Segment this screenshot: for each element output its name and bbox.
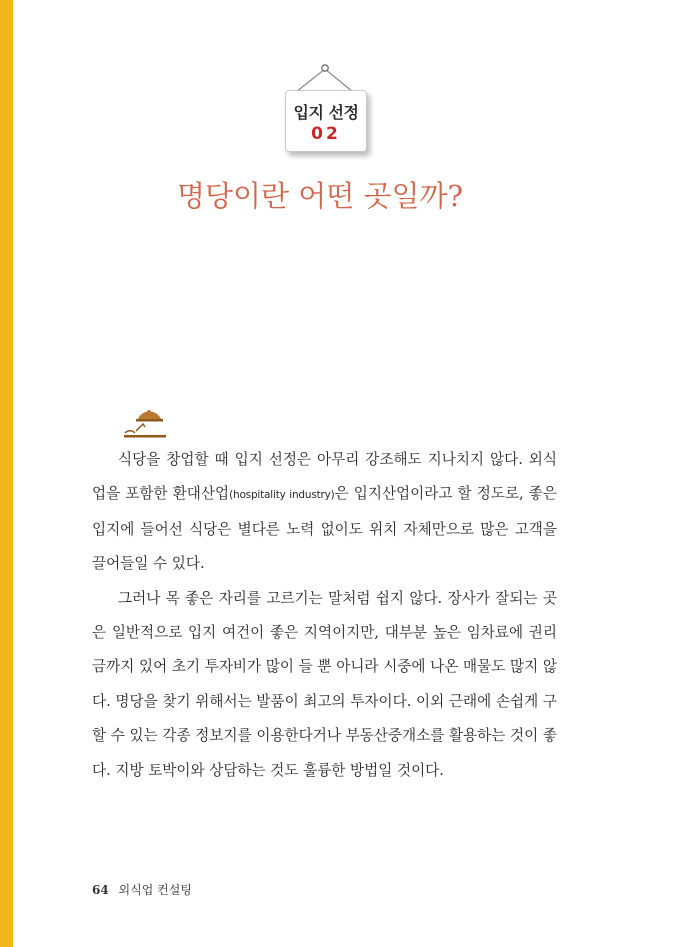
page-title: 명당이란 어떤 곳일까? bbox=[176, 179, 464, 213]
cloche-icon bbox=[124, 406, 166, 444]
sign-title: 입지 선정 bbox=[293, 103, 359, 122]
section-sign bbox=[0, 0, 700, 170]
paragraph-1 bbox=[92, 443, 557, 582]
paragraph-1-latin: (hospitality industry) bbox=[229, 489, 335, 502]
body-text bbox=[92, 443, 557, 788]
sign-card bbox=[285, 90, 367, 152]
page-footer bbox=[92, 881, 192, 898]
page-number: 64 bbox=[92, 883, 109, 897]
paragraph-1-after: 은 입지산업이라고 할 정도로, 좋은 입지에 들어선 식당은 별다른 노력 없이도 위치 자체만으로 많은 고객을 끌어들일 수 있다. bbox=[92, 485, 557, 573]
paragraph-1-before: 식당을 창업할 때 입지 선정은 아무리 강조해도 지나치지 않다. 외식업을 포함한 환대산업 bbox=[92, 451, 557, 503]
book-title: 외식업 컨설팅 bbox=[118, 883, 192, 897]
sign-number: 02 bbox=[311, 124, 341, 144]
paragraph-2: 그러나 목 좋은 자리를 고르기는 말처럼 쉽지 않다. 장사가 잘되는 곳은 일반적으로 입지 여건이 좋은 지역이지만, 대부분 높은 임차료에 권리금까지 있어 초기 투자비가 많이 들 뿐 아니라 시중에 나온 매물도 많지 않다. 명당을 찾기 위해서는 발품이 최고의 투자이다. 이외 근래에 손쉽게 구할 수 있는 각종 정보지를 이용한다거나 부동산중개소를 활용하는 것이 좋다. 지방 토박이와 상담하는 것도 훌륭한 방법일 것이다. bbox=[92, 589, 557, 779]
